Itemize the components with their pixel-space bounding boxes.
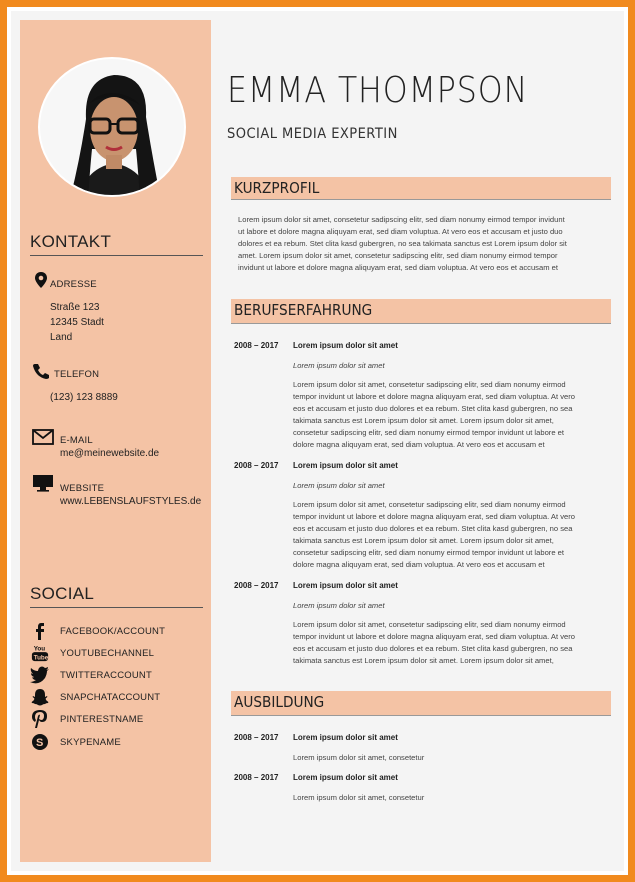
job-subtitle: Lorem ipsum dolor sit amet xyxy=(293,361,385,370)
job-years: 2008 – 2017 xyxy=(234,581,279,590)
social-label: YOUTUBECHANNEL xyxy=(60,648,155,659)
svg-text:You: You xyxy=(33,645,46,653)
text-line: dolore magna aliquyam erat, sed diam voluptua. At vero eos et accusam et xyxy=(293,440,545,449)
email-label: E-MAIL xyxy=(60,435,93,446)
social-label: PINTERESTNAME xyxy=(60,714,144,725)
website-label: WEBSITE xyxy=(60,483,105,494)
phone-label: TELEFON xyxy=(54,369,100,380)
svg-text:Tube: Tube xyxy=(33,654,49,662)
berufserfahrung-heading: BERUFSERFAHRUNG xyxy=(234,301,373,319)
phone-value[interactable]: (123) 123 8889 xyxy=(50,392,118,403)
text-line: dolore magna aliquyam erat, sed diam voluptua. At vero eos et accusam et xyxy=(293,560,545,569)
job-years: 2008 – 2017 xyxy=(234,461,279,470)
text-line: amet. Lorem ipsum dolor sit amet, consetetur sadipscing elitr, sed diam nonumy eirmod tempor xyxy=(238,251,558,260)
email-icon xyxy=(32,428,54,446)
social-item-twitter[interactable] xyxy=(30,666,200,684)
candidate-name: EMMA THOMPSON xyxy=(227,70,529,111)
phone-icon xyxy=(32,362,50,380)
education-title: Lorem ipsum dolor sit amet xyxy=(293,773,398,782)
address-line-1: Straße 123 xyxy=(50,302,100,313)
skype-icon xyxy=(30,733,50,751)
berufserfahrung-heading-bar xyxy=(231,299,611,324)
text-line: tempor invidunt ut labore et dolore magna aliquyam erat, sed diam voluptua. At vero xyxy=(293,512,575,521)
text-line: ut labore et dolore magna aliquyam erat, sed diam voluptua. At vero eos et accusam et justo duo xyxy=(238,227,563,236)
text-line: consetetur sadipscing elitr, sed diam nonumy eirmod tempor invidunt ut labore et xyxy=(293,428,564,437)
education-detail: Lorem ipsum dolor sit amet, consetetur xyxy=(293,753,425,762)
text-line: Lorem ipsum dolor sit amet, consetetur sadipscing elitr, sed diam nonumy eirmod xyxy=(293,500,566,509)
job-description xyxy=(293,499,593,571)
text-line: dolores et ea rebum. Stet clita kasd gubergren, no sea takimata sanctus est Lorem ipsum dolor sit xyxy=(238,239,567,248)
social-item-skype[interactable] xyxy=(30,733,200,751)
location-pin-icon xyxy=(32,271,50,289)
website-value[interactable]: www.LEBENSLAUFSTYLES.de xyxy=(60,496,202,507)
address-label: ADRESSE xyxy=(50,279,97,290)
education-title: Lorem ipsum dolor sit amet xyxy=(293,733,398,742)
ausbildung-heading: AUSBILDUNG xyxy=(234,693,325,711)
social-label: FACEBOOK/ACCOUNT xyxy=(60,626,166,637)
education-years: 2008 – 2017 xyxy=(234,773,279,782)
svg-text:S: S xyxy=(36,737,44,749)
ausbildung-heading-bar xyxy=(231,691,611,716)
social-item-facebook[interactable] xyxy=(30,622,200,640)
text-line: Lorem ipsum dolor sit amet, consetetur sadipscing elitr, sed diam nonumy eirmod tempor invidunt xyxy=(238,215,565,224)
text-line: Lorem ipsum dolor sit amet, consetetur sadipscing elitr, sed diam nonumy eirmod xyxy=(293,380,566,389)
monitor-icon xyxy=(32,474,54,492)
profile-photo xyxy=(38,57,186,197)
job-description xyxy=(293,619,593,667)
job-subtitle: Lorem ipsum dolor sit amet xyxy=(293,601,385,610)
facebook-icon xyxy=(30,622,50,640)
social-heading: SOCIAL xyxy=(30,584,203,608)
text-line: takimata sanctus est Lorem ipsum dolor sit amet. Lorem ipsum dolor sit amet, xyxy=(293,536,554,545)
twitter-icon xyxy=(30,666,50,684)
kurzprofil-heading-bar xyxy=(231,177,611,200)
education-years: 2008 – 2017 xyxy=(234,733,279,742)
text-line: takimata sanctus est Lorem ipsum dolor sit amet. Lorem ipsum dolor sit amet, xyxy=(293,416,554,425)
social-label: SNAPCHATACCOUNT xyxy=(60,692,161,703)
social-label: SKYPENAME xyxy=(60,737,121,748)
email-value[interactable]: me@meinewebsite.de xyxy=(60,448,160,459)
kurzprofil-heading: KURZPROFIL xyxy=(234,179,320,197)
text-line: consetetur sadipscing elitr, sed diam nonumy eirmod tempor invidunt ut labore et xyxy=(293,548,564,557)
job-title: Lorem ipsum dolor sit amet xyxy=(293,581,398,590)
pinterest-icon xyxy=(30,710,50,728)
social-item-youtube[interactable] xyxy=(30,644,200,662)
text-line: eos et accusam et justo duo dolores et ea rebum. Stet clita kasd gubergren, no sea xyxy=(293,404,573,413)
text-line: Lorem ipsum dolor sit amet, consetetur sadipscing elitr, sed diam nonumy eirmod xyxy=(293,620,566,629)
job-description xyxy=(293,379,593,451)
contact-heading: KONTAKT xyxy=(30,232,203,256)
social-item-pinterest[interactable] xyxy=(30,710,200,728)
text-line: eos et accusam et justo duo dolores et ea rebum. Stet clita kasd gubergren, no sea xyxy=(293,644,573,653)
candidate-role: SOCIAL MEDIA EXPERTIN xyxy=(227,126,398,142)
job-title: Lorem ipsum dolor sit amet xyxy=(293,461,398,470)
text-line: tempor invidunt ut labore et dolore magna aliquyam erat, sed diam voluptua. At vero xyxy=(293,392,575,401)
job-title: Lorem ipsum dolor sit amet xyxy=(293,341,398,350)
kurzprofil-text xyxy=(238,214,610,274)
text-line: invidunt ut labore et dolore magna aliquyam erat, sed diam voluptua. At vero eos et accusam et xyxy=(238,263,558,272)
social-label: TWITTERACCOUNT xyxy=(60,670,152,681)
text-line: takimata sanctus est Lorem ipsum dolor sit amet. Lorem ipsum dolor sit amet, xyxy=(293,656,554,665)
social-item-snapchat[interactable] xyxy=(30,688,200,706)
job-subtitle: Lorem ipsum dolor sit amet xyxy=(293,481,385,490)
youtube-icon xyxy=(30,644,50,662)
education-detail: Lorem ipsum dolor sit amet, consetetur xyxy=(293,793,425,802)
snapchat-icon xyxy=(30,688,50,706)
text-line: eos et accusam et justo duo dolores et ea rebum. Stet clita kasd gubergren, no sea xyxy=(293,524,573,533)
address-line-2: 12345 Stadt xyxy=(50,317,104,328)
text-line: tempor invidunt ut labore et dolore magna aliquyam erat, sed diam voluptua. At vero xyxy=(293,632,575,641)
address-line-3: Land xyxy=(50,332,73,343)
job-years: 2008 – 2017 xyxy=(234,341,279,350)
